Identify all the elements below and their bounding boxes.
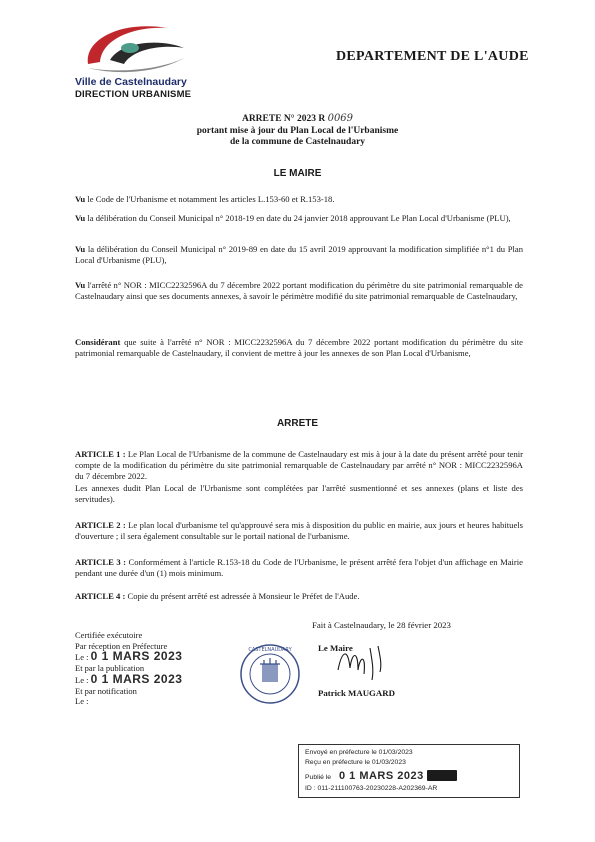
castelnaudary-logo (80, 18, 190, 78)
considerant-text: que suite à l'arrêté n° NOR : MICC2232596A du 7 décembre 2022 portant modification du périmètre du site patrimonial remarquable de Castelnaudary, il convient de mettre à jour les annexes de son Plan Local d'Urbanisme, (75, 337, 523, 359)
ville-name: Ville de Castelnaudary (75, 76, 187, 88)
cert-le: Le : (75, 652, 89, 662)
vu-paragraph (75, 213, 523, 224)
article-text: Le plan local d'urbanisme tel qu'approuvé sera mis à disposition du public en mairie, aux jours et heures habituels d'ouverture ; il sera également consultable sur le portail national de l'urbanisme. (75, 520, 524, 542)
vu-lead: Vu (75, 194, 86, 204)
svg-text:CASTELNAUDARY: CASTELNAUDARY (248, 647, 292, 653)
departement-heading: DEPARTEMENT DE L'AUDE (336, 49, 529, 64)
arrete-number: ARRETE N° 2023 R (241, 114, 326, 124)
arrete-commune: de la commune de Castelnaudary (229, 137, 366, 147)
article-extra: Les annexes dudit Plan Local de l'Urbanisme sont complétées par l'arrêté susmentionné et ses annexes (plans et liste des servitudes). (75, 482, 523, 504)
article-lead: ARTICLE 4 : (75, 591, 126, 601)
article-1 (75, 449, 523, 505)
direction-name: DIRECTION URBANISME (75, 89, 192, 100)
cert-date-stamp: 0 1 MARS 2023 (90, 671, 183, 686)
vu-text: la délibération du Conseil Municipal n° 2018-19 en date du 24 janvier 2018 approuvant Le Plan Local d'Urbanisme (PLU), (85, 213, 511, 223)
arrete-title (0, 113, 595, 149)
official-seal (238, 642, 302, 706)
cert-le: Le : (75, 674, 89, 685)
arrete-number-handwritten: 0069 (327, 113, 354, 124)
le-maire-heading: LE MAIRE (273, 168, 322, 179)
cert-line: Et par la publication (75, 663, 145, 673)
arrete-subject: portant mise à jour du Plan Local de l'Urbanisme (196, 125, 399, 136)
article-2 (75, 520, 523, 542)
considerant-lead: Considérant (75, 337, 121, 347)
recu-line: Reçu en préfecture le 01/03/2023 (305, 759, 406, 766)
article-lead: ARTICLE 3 : (75, 557, 127, 567)
signatory-name: Patrick MAUGARD (318, 688, 395, 698)
vu-paragraph (75, 280, 523, 302)
cert-date-stamp: 0 1 MARS 2023 (90, 649, 183, 663)
signatory-role: Le Maire (318, 643, 353, 653)
article-lead: ARTICLE 2 : (75, 520, 126, 530)
article-text: Conformément à l'article R.153-18 du Code de l'Urbanisme, le présent arrêté fera l'objet d'un affichage en Mairie pendant une durée d'un (1) mois minimum. (75, 557, 523, 579)
vu-lead: Vu (75, 213, 86, 223)
envoye-line: Envoyé en préfecture le 01/03/2023 (305, 749, 413, 756)
article-text: Le Plan Local de l'Urbanisme de la commune de Castelnaudary est mis à jour à la date du présent arrêté pour tenir compte de la modification du périmètre du site patrimonial remarquable de Castelnaudary par arrêté n° NOR : MICC2232596A du 7 décembre 2022. (75, 449, 524, 482)
article-4 (75, 591, 523, 602)
vu-text: l'arrêté n° NOR : MICC2232596A du 7 décembre 2022 portant modification du périmètre du site patrimonial remarquable de Castelnaudary ainsi que ses documents annexes, à savoir le périmètre modifié du site patrimonial remarquable de Castelnaudary, (75, 280, 523, 302)
article-text: Copie du présent arrêté est adressée à Monsieur le Préfet de l'Aude. (125, 591, 360, 601)
cert-line: Certifiée exécutoire (75, 630, 143, 640)
publie-label: Publié le (305, 774, 332, 781)
cert-line: Par réception en Préfecture (75, 640, 168, 651)
handwritten-signature (330, 640, 400, 684)
prefecture-stamp-box (298, 744, 520, 798)
publie-date-stamp: 0 1 MARS 2023 (338, 770, 424, 782)
vu-lead: Vu (75, 244, 86, 254)
vu-text: le Code de l'Urbanisme et notamment les articles L.153-60 et R.153-18. (85, 194, 335, 204)
berger-levrault-badge (427, 770, 457, 781)
considerant-paragraph (75, 337, 523, 359)
article-3 (75, 557, 523, 579)
id-line: ID : 011-211100763-20230228-A202369-AR (305, 785, 438, 792)
cert-le: Le : (75, 696, 89, 706)
certification-block (75, 630, 182, 707)
vu-lead: Vu (75, 280, 86, 290)
cert-line: Et par notification (75, 685, 137, 696)
fait-a: Fait à Castelnaudary, le 28 février 2023 (312, 620, 451, 630)
vu-paragraph (75, 244, 523, 266)
vu-paragraph (75, 194, 523, 205)
vu-text: la délibération du Conseil Municipal n° 2019-89 en date du 15 avril 2019 approuvant la modification simplifiée n°1 du Plan Local d'Urbanisme (PLU), (75, 244, 523, 266)
arrete-heading: ARRETE (276, 418, 319, 429)
article-lead: ARTICLE 1 : (75, 449, 126, 459)
